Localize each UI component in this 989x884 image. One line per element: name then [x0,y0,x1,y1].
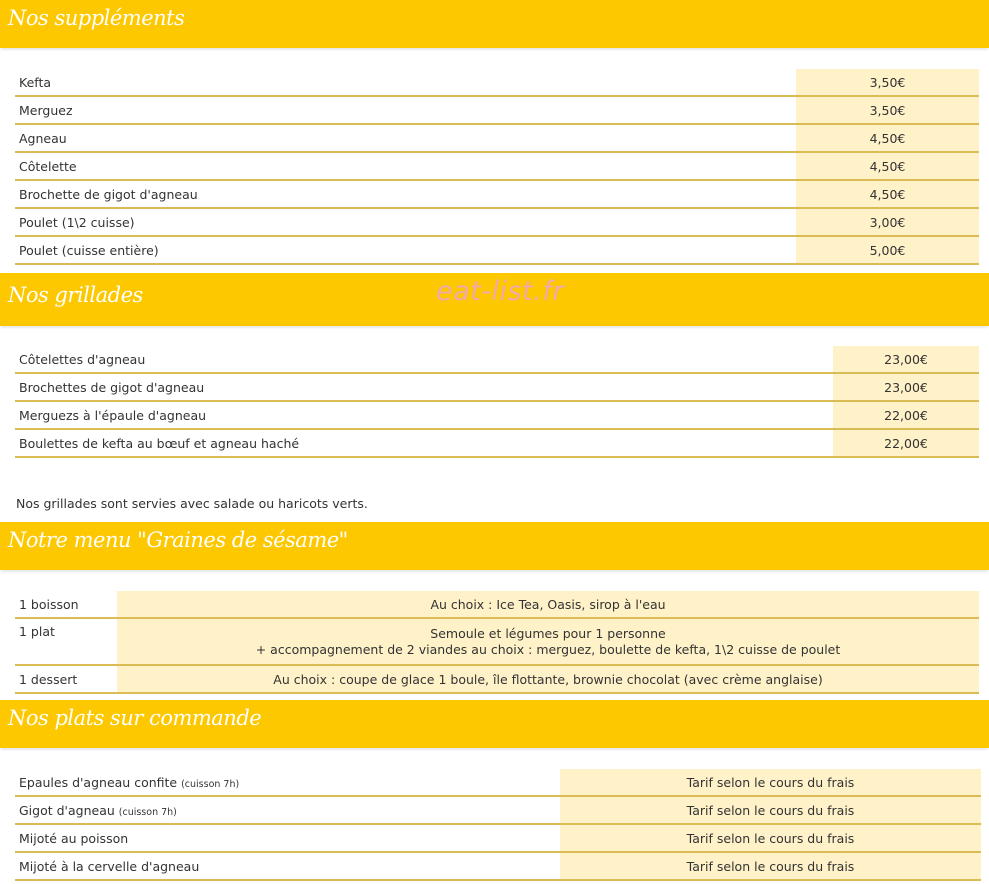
item-name: Merguez [15,96,796,124]
item-name [15,852,560,880]
table-row [15,618,979,665]
item-name: Poulet (1\2 cuisse) [15,208,796,236]
item-name: Côtelettes d'agneau [15,346,833,373]
section-header-grillades [0,273,989,326]
item-cook-note: (cuisson 7h) [181,778,240,790]
item-detail-line: Semoule et légumes pour 1 personne [430,625,666,641]
item-price: 22,00€ [833,429,979,457]
table-row [15,769,981,796]
menu-sesame-table [15,591,979,694]
item-name-text: Mijoté au poisson [19,830,129,846]
item-price: Tarif selon le cours du frais [560,852,981,880]
item-name: Poulet (cuisse entière) [15,236,796,264]
table-row [15,824,981,852]
table-row [15,69,979,96]
item-detail: Au choix : coupe de glace 1 boule, île flottante, brownie chocolat (avec crème anglaise) [117,665,979,693]
item-name: Côtelette [15,152,796,180]
item-price: 4,50€ [796,124,979,152]
table-row [15,429,979,457]
section-header-sur-commande [0,700,989,748]
item-price: 22,00€ [833,401,979,429]
item-price: 23,00€ [833,346,979,373]
item-name: 1 plat [15,618,117,665]
item-price: 3,50€ [796,69,979,96]
item-price: Tarif selon le cours du frais [560,824,981,852]
table-row [15,373,979,401]
item-price: 4,50€ [796,152,979,180]
item-name: 1 boisson [15,591,117,618]
table-row [15,180,979,208]
item-detail-line: + accompagnement de 2 viandes au choix : merguez, boulette de kefta, 1\2 cuisse de poulet [255,641,841,657]
sur-commande-table [15,769,981,881]
supplements-table [15,69,979,265]
watermark: eat-list.fr [436,276,564,307]
table-row [15,124,979,152]
item-name-text: Epaules d'agneau confite [19,774,178,790]
table-row [15,96,979,124]
item-price: 3,00€ [796,208,979,236]
item-price: 3,50€ [796,96,979,124]
item-price: Tarif selon le cours du frais [560,796,981,824]
item-name [15,769,560,796]
table-row [15,152,979,180]
table-row [15,852,981,880]
section-header-supplements [0,0,989,48]
section-header-menu-sesame [0,522,989,570]
item-name: Agneau [15,124,796,152]
item-name [15,796,560,824]
table-row [15,665,979,693]
item-name: Brochettes de gigot d'agneau [15,373,833,401]
item-name-text: Mijoté à la cervelle d'agneau [19,858,200,874]
item-name: 1 dessert [15,665,117,693]
item-price: 5,00€ [796,236,979,264]
table-row [15,236,979,264]
grillades-table [15,346,979,458]
item-name: Merguezs à l'épaule d'agneau [15,401,833,429]
section-title: Nos grillades [8,283,143,307]
table-row [15,208,979,236]
item-name: Boulettes de kefta au bœuf et agneau haché [15,429,833,457]
item-name [15,824,560,852]
section-title: Nos suppléments [8,6,185,30]
item-detail [117,618,979,665]
section-title: Nos plats sur commande [8,706,262,730]
item-price: 23,00€ [833,373,979,401]
table-row [15,401,979,429]
table-row [15,346,979,373]
item-price: Tarif selon le cours du frais [560,769,981,796]
table-row [15,796,981,824]
item-name: Kefta [15,69,796,96]
item-price: 4,50€ [796,180,979,208]
table-row [15,591,979,618]
item-name: Brochette de gigot d'agneau [15,180,796,208]
item-detail: Au choix : Ice Tea, Oasis, sirop à l'eau [117,591,979,618]
item-name-text: Gigot d'agneau [19,802,115,818]
item-cook-note: (cuisson 7h) [118,806,177,818]
grillades-note: Nos grillades sont servies avec salade ou haricots verts. [16,496,368,511]
section-title: Notre menu "Graines de sésame" [8,528,348,552]
